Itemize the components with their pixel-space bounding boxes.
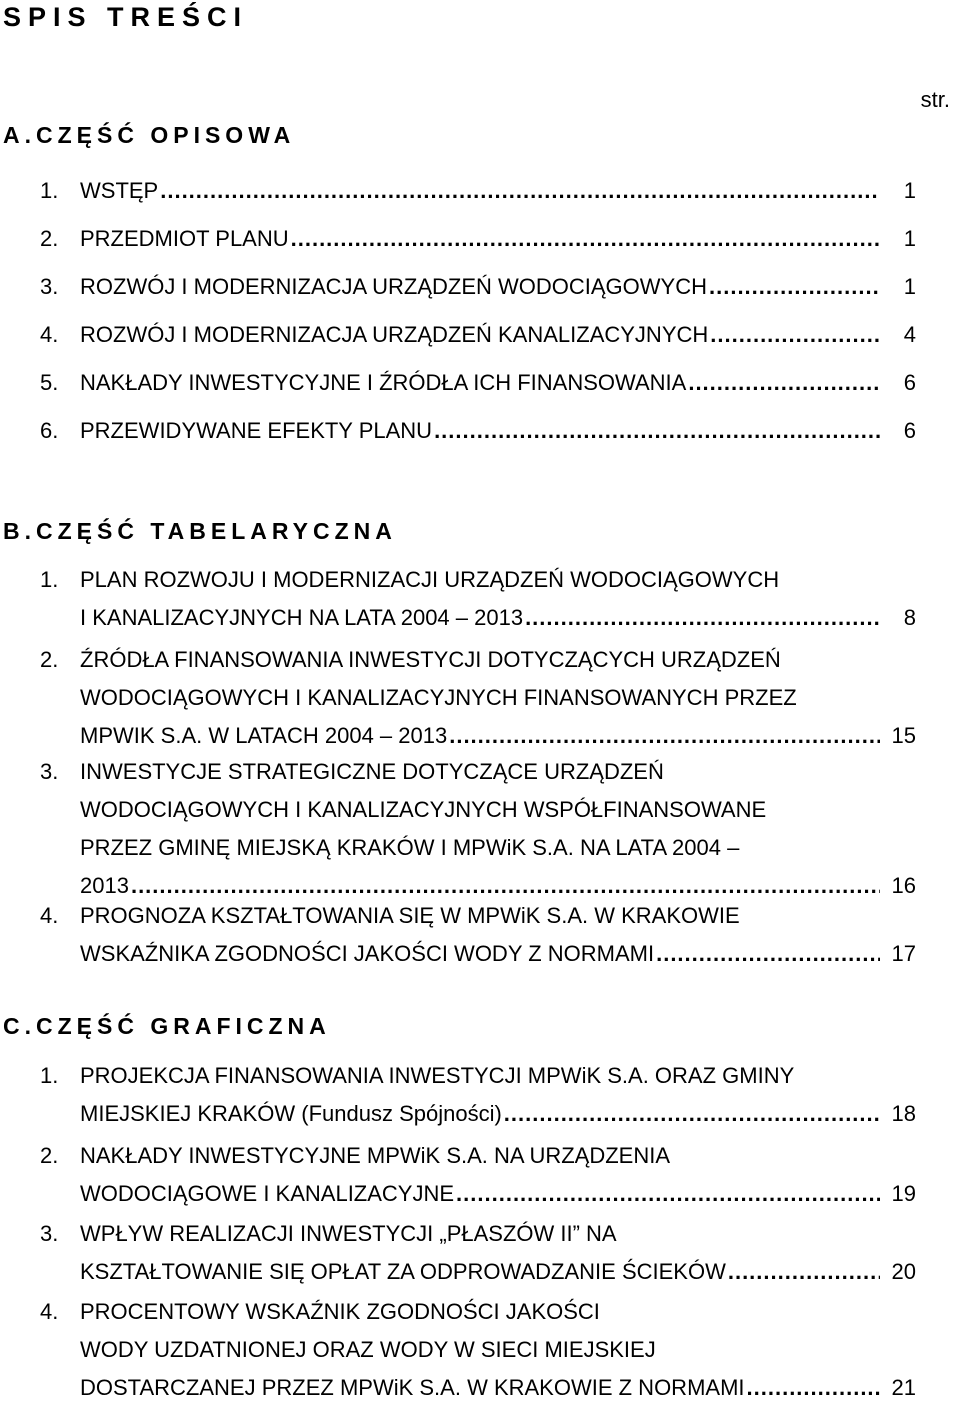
toc-entry-number: 1. (40, 1063, 59, 1088)
toc-entry[interactable] (40, 753, 916, 905)
dot-leader (160, 172, 880, 210)
toc-entry-text: PROGNOZA KSZTAŁTOWANIA SIĘ W MPWiK S.A. W KRAKOWIE (80, 903, 740, 928)
toc-page-number: 1 (903, 274, 916, 299)
toc-entry-text: ŹRÓDŁA FINANSOWANIA INWESTYCJI DOTYCZĄCYCH URZĄDZEŃ (80, 647, 781, 672)
toc-entry-text: PROJEKCJA FINANSOWANIA INWESTYCJI MPWiK S.A. ORAZ GMINY (80, 1063, 795, 1088)
toc-entry[interactable] (40, 412, 916, 450)
toc-page-number: 1 (903, 226, 916, 251)
toc-entry[interactable] (40, 897, 916, 973)
dot-leader (656, 935, 880, 973)
toc-entry-text: PLAN ROZWOJU I MODERNIZACJI URZĄDZEŃ WODOCIĄGOWYCH (80, 567, 780, 592)
toc-entry-text: WODOCIĄGOWYCH I KANALIZACYJNYCH WSPÓŁFINANSOWANE (80, 797, 767, 822)
toc-entry-number: 5. (40, 370, 59, 395)
toc-entry-number: 6. (40, 418, 59, 443)
toc-entry-number: 4. (40, 322, 59, 347)
toc-entry-text: PROCENTOWY WSKAŹNIK ZGODNOŚCI JAKOŚCI (80, 1299, 600, 1324)
toc-title: SPIS TREŚCI (3, 2, 249, 32)
dot-leader (710, 316, 880, 354)
toc-entry-number: 4. (40, 903, 59, 928)
dot-leader (504, 1095, 880, 1133)
toc-entry-text: MPWIK S.A. W LATACH 2004 – 2013 (80, 723, 448, 748)
toc-entry-text: KSZTAŁTOWANIE SIĘ OPŁAT ZA ODPROWADZANIE ŚCIEKÓW (80, 1259, 726, 1284)
toc-entry[interactable] (40, 316, 916, 354)
toc-entry[interactable] (40, 220, 916, 258)
toc-page-number: 17 (891, 941, 916, 966)
toc-entry-text: WODOCIĄGOWE I KANALIZACYJNE (80, 1181, 455, 1206)
toc-page-number: 4 (903, 322, 916, 347)
toc-page-number: 18 (891, 1101, 916, 1126)
dot-leader (434, 412, 880, 450)
toc-entry-text: NAKŁADY INWESTYCYJNE MPWiK S.A. NA URZĄDZENIA (80, 1143, 671, 1168)
toc-page-number: 21 (891, 1375, 916, 1400)
toc-entry-text: PRZEWIDYWANE EFEKTY PLANU (80, 418, 433, 443)
page-column-label: str. (920, 87, 950, 112)
toc-page-number: 6 (903, 418, 916, 443)
toc-entry-number: 3. (40, 274, 59, 299)
dot-leader (291, 220, 880, 258)
toc-entry-text: WPŁYW REALIZACJI INWESTYCJI „PŁASZÓW II” NA (80, 1221, 617, 1246)
toc-entry-text: PRZEDMIOT PLANU (80, 226, 289, 251)
toc-entry-text: WSKAŹNIKA ZGODNOŚCI JAKOŚCI WODY Z NORMAMI (80, 941, 655, 966)
toc-page-number: 6 (903, 370, 916, 395)
dot-leader (728, 1253, 880, 1291)
toc-entry[interactable] (40, 1293, 916, 1407)
toc-entry-text: ROZWÓJ I MODERNIZACJA URZĄDZEŃ KANALIZACYJNYCH (80, 322, 709, 347)
toc-entry[interactable] (40, 1137, 916, 1213)
toc-entry-number: 1. (40, 567, 59, 592)
dot-leader (709, 268, 880, 306)
section-heading: B.CZĘŚĆ TABELARYCZNA (3, 518, 397, 544)
toc-entry[interactable] (40, 364, 916, 402)
toc-entry[interactable] (40, 1215, 916, 1291)
toc-page-number: 16 (891, 873, 916, 898)
toc-page-number: 1 (903, 178, 916, 203)
toc-page-number: 15 (891, 723, 916, 748)
toc-entry-number: 2. (40, 1143, 59, 1168)
toc-entry-text: ROZWÓJ I MODERNIZACJA URZĄDZEŃ WODOCIĄGOWYCH (80, 274, 707, 299)
toc-entry-number: 3. (40, 1221, 59, 1246)
toc-entry-number: 2. (40, 226, 59, 251)
toc-entry-text: PRZEZ GMINĘ MIEJSKĄ KRAKÓW I MPWiK S.A. NA LATA 2004 – (80, 835, 740, 860)
toc-entry-text: WODOCIĄGOWYCH I KANALIZACYJNYCH FINANSOWANYCH PRZEZ (80, 685, 797, 710)
toc-entry-text: DOSTARCZANEJ PRZEZ MPWiK S.A. W KRAKOWIE Z NORMAMI (80, 1375, 745, 1400)
toc-page-number: 19 (891, 1181, 916, 1206)
toc-entry-number: 4. (40, 1299, 59, 1324)
dot-leader (456, 1175, 880, 1213)
toc-entry-text: NAKŁADY INWESTYCYJNE I ŹRÓDŁA ICH FINANSOWANIA (80, 370, 687, 395)
toc-entry[interactable] (40, 1057, 916, 1133)
toc-entry[interactable] (40, 268, 916, 306)
dot-leader (747, 1369, 880, 1407)
toc-entry[interactable] (40, 172, 916, 210)
toc-entry-number: 3. (40, 759, 59, 784)
section-heading: C.CZĘŚĆ GRAFICZNA (3, 1013, 331, 1039)
toc-entry-number: 2. (40, 647, 59, 672)
dot-leader (525, 599, 880, 637)
toc-entry[interactable] (40, 561, 916, 637)
section-heading: A.CZĘŚĆ OPISOWA (3, 122, 296, 148)
toc-entry-text: MIEJSKIEJ KRAKÓW (Fundusz Spójności) (80, 1101, 502, 1126)
toc-entry-text: INWESTYCJE STRATEGICZNE DOTYCZĄCE URZĄDZEŃ (80, 759, 664, 784)
toc-page-number: 8 (903, 605, 916, 630)
toc-page-number: 20 (891, 1259, 916, 1284)
toc-entry-text: 2013 (80, 873, 129, 898)
toc-entry-text: WODY UZDATNIONEJ ORAZ WODY W SIECI MIEJSKIEJ (80, 1337, 656, 1362)
toc-entry-text: I KANALIZACYJNYCH NA LATA 2004 – 2013 (80, 605, 524, 630)
dot-leader (449, 717, 880, 755)
dot-leader (688, 364, 880, 402)
toc-entry-text: WSTĘP (80, 178, 159, 203)
toc-entry-number: 1. (40, 178, 59, 203)
toc-entry[interactable] (40, 641, 916, 755)
